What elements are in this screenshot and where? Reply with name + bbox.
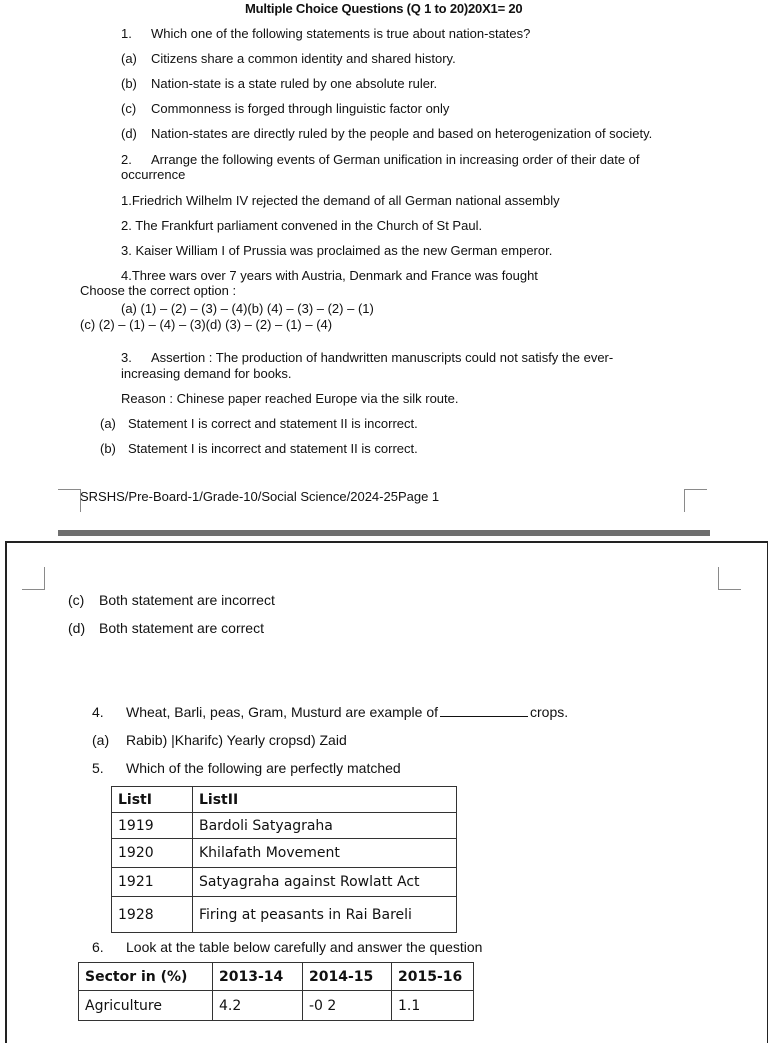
table-cell: Firing at peasants in Rai Bareli	[193, 897, 457, 933]
question-text-end: crops.	[530, 704, 569, 720]
question-6	[92, 939, 482, 955]
options-line: (a) (1) – (2) – (3) – (4)(b) (4) – (3) – (2) – (1)	[121, 301, 374, 316]
question-text: Wheat, Barli, peas, Gram, Musturd are example of	[126, 704, 439, 720]
option-text: Statement I is correct and statement II is incorrect.	[128, 416, 418, 431]
page-footer: SRSHS/Pre-Board-1/Grade-10/Social Science/2024-25Page 1	[80, 489, 440, 504]
option-text: Citizens share a common identity and shared history.	[151, 51, 456, 66]
question-number: 5.	[92, 760, 104, 776]
table-cell: 4.2	[213, 991, 303, 1021]
table-row	[112, 839, 457, 868]
table-cell: 1919	[112, 813, 193, 839]
event-item: 1.Friedrich Wilhelm IV rejected the demand of all German national assembly	[121, 193, 560, 208]
table-row	[112, 868, 457, 897]
table-cell: 1928	[112, 897, 193, 933]
option-label: (d)	[68, 620, 86, 636]
question-3	[121, 350, 613, 365]
table-cell: Agriculture	[79, 991, 213, 1021]
option-label: (c)	[121, 101, 137, 116]
question-number: 2.	[121, 152, 132, 167]
question-text: Which one of the following statements is true about nation-states?	[151, 26, 531, 41]
table-cell: -0 2	[303, 991, 392, 1021]
option-text: Both statement are incorrect	[99, 592, 275, 608]
option-label: (d)	[121, 126, 137, 141]
table-header: 2015-16	[392, 963, 474, 991]
question-text: Arrange the following events of German unification in increasing order of their date of	[151, 152, 640, 167]
option-b	[100, 441, 418, 456]
option-text: Nation-states are directly ruled by the people and based on heterogenization of society.	[151, 126, 653, 141]
question-2	[121, 152, 640, 167]
question-text: Which of the following are perfectly matched	[126, 760, 401, 776]
answer-blank	[440, 706, 528, 717]
table-header: Sector in (%)	[79, 963, 213, 991]
page-separator	[58, 530, 710, 536]
option-label: (a)	[121, 51, 137, 66]
option-d	[121, 126, 652, 141]
match-table	[111, 786, 457, 933]
table-cell: 1.1	[392, 991, 474, 1021]
option-a	[100, 416, 418, 431]
question-number: 6.	[92, 939, 104, 955]
table-cell: Khilafath Movement	[193, 839, 457, 868]
table-cell: Satyagraha against Rowlatt Act	[193, 868, 457, 897]
reason-text: Reason : Chinese paper reached Europe via the silk route.	[121, 391, 459, 406]
option-text: Commonness is forged through linguistic factor only	[151, 101, 450, 116]
question-text-cont: occurrence	[121, 167, 186, 182]
option-text: Nation-state is a state ruled by one absolute ruler.	[151, 76, 438, 91]
options-line: (c) (2) – (1) – (4) – (3)(d) (3) – (2) – (1) – (4)	[80, 317, 333, 332]
question-number: 4.	[92, 704, 104, 720]
option-c	[121, 101, 449, 116]
page-corner-mark	[718, 567, 741, 590]
page-corner-mark	[22, 567, 45, 590]
sector-table	[78, 962, 474, 1021]
assertion-text-cont: increasing demand for books.	[121, 366, 292, 381]
option-d	[68, 620, 264, 636]
table-cell: 1920	[112, 839, 193, 868]
option-label: (a)	[92, 732, 110, 748]
option-a	[121, 51, 456, 66]
option-text: Rabib) |Kharifc) Yearly cropsd) Zaid	[126, 732, 347, 748]
option-b	[121, 76, 437, 91]
question-number: 1.	[121, 26, 132, 41]
question-4	[92, 704, 568, 720]
option-label: (c)	[68, 592, 85, 608]
assertion-text: Assertion : The production of handwritten manuscripts could not satisfy the ever-	[151, 350, 614, 365]
option-label: (a)	[100, 416, 116, 431]
event-item: 3. Kaiser William I of Prussia was proclaimed as the new German emperor.	[121, 243, 553, 258]
table-row	[79, 991, 474, 1021]
table-header: ListII	[193, 787, 457, 813]
choose-instruction: Choose the correct option :	[80, 283, 237, 298]
option-label: (b)	[100, 441, 116, 456]
event-item: 2. The Frankfurt parliament convened in the Church of St Paul.	[121, 218, 483, 233]
option-text: Both statement are correct	[99, 620, 264, 636]
option-c	[68, 592, 275, 608]
question-number: 3.	[121, 350, 132, 365]
table-cell: 1921	[112, 868, 193, 897]
event-item: 4.Three wars over 7 years with Austria, Denmark and France was fought	[121, 268, 538, 283]
table-cell: Bardoli Satyagraha	[193, 813, 457, 839]
question-text: Look at the table below carefully and answer the question	[126, 939, 483, 955]
question-5	[92, 760, 401, 776]
table-header: 2014-15	[303, 963, 392, 991]
table-header: 2013-14	[213, 963, 303, 991]
page-corner-mark	[684, 489, 707, 512]
option-label: (b)	[121, 76, 137, 91]
table-header: ListI	[112, 787, 193, 813]
option-text: Statement I is incorrect and statement II is correct.	[128, 441, 418, 456]
q4-options	[92, 732, 347, 748]
page-corner-mark	[58, 489, 81, 512]
question-1	[121, 26, 530, 41]
page-title: Multiple Choice Questions (Q 1 to 20)20X1= 20	[245, 1, 523, 16]
table-row	[112, 813, 457, 839]
table-row	[112, 897, 457, 933]
